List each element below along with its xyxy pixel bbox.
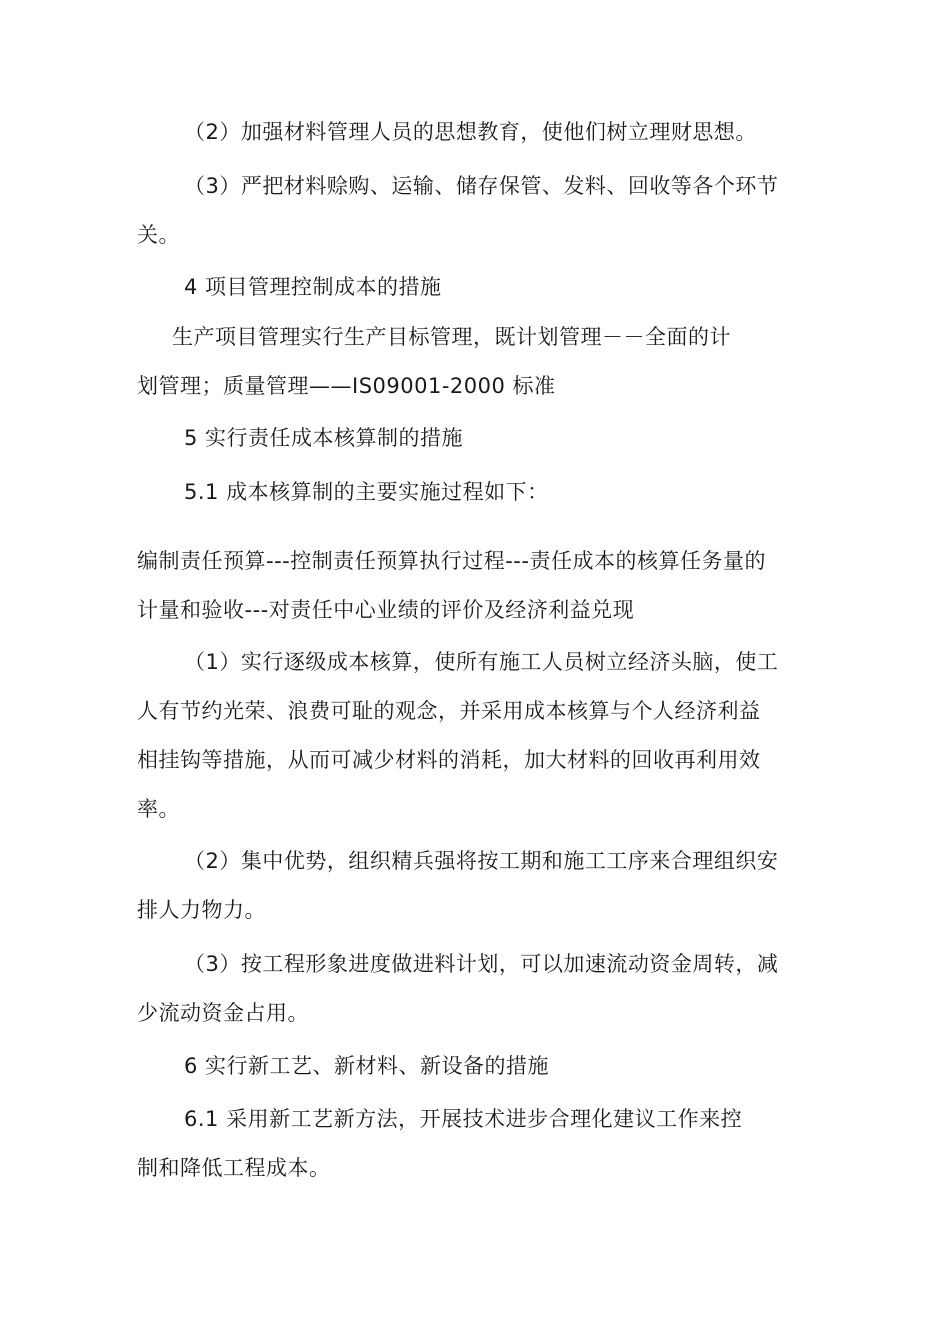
heading-section-4 <box>137 263 817 312</box>
text-line: 人有节约光荣、浪费可耻的观念，并采用成本核算与个人经济利益 <box>137 699 761 723</box>
paragraph-material-plan <box>137 940 817 1038</box>
text-line: 制和降低工程成本。 <box>137 1156 331 1180</box>
text-line: 关。 <box>137 223 180 247</box>
text-line: 相挂钩等措施，从而可减少材料的消耗，加大材料的回收再利用效 <box>137 748 761 772</box>
text-line: （3）按工程形象进度做进料计划，可以加速流动资金周转，减 <box>184 952 779 976</box>
text-line: （2）加强材料管理人员的思想教育，使他们树立理财思想。 <box>184 120 757 144</box>
text-line: （1）实行逐级成本核算，使所有施工人员树立经济头脑，使工 <box>184 650 779 674</box>
text-line: 5.1 成本核算制的主要实施过程如下： <box>184 480 549 504</box>
paragraph-material-links <box>137 162 817 260</box>
text-line: 6 实行新工艺、新材料、新设备的措施 <box>184 1054 550 1078</box>
paragraph-new-technology <box>137 1095 817 1193</box>
text-line: 5 实行责任成本核算制的措施 <box>184 426 464 450</box>
text-line: 排人力物力。 <box>137 898 266 922</box>
text-line: 4 项目管理控制成本的措施 <box>184 275 442 299</box>
text-line: 生产项目管理实行生产目标管理，既计划管理－－全面的计 <box>172 325 731 349</box>
paragraph-cost-accounting <box>137 638 817 834</box>
text-line: 少流动资金占用。 <box>137 1001 309 1025</box>
paragraph-concentrate-strength <box>137 837 817 935</box>
text-line: 划管理；质量管理——IS09001-2000 标准 <box>137 374 556 398</box>
paragraph-project-management <box>137 313 817 411</box>
text-line: 编制责任预算---控制责任预算执行过程---责任成本的核算任务量的 <box>137 549 766 573</box>
heading-section-5-1 <box>137 468 817 517</box>
text-line: （2）集中优势，组织精兵强将按工期和施工工序来合理组织安 <box>184 849 779 873</box>
heading-section-5 <box>137 414 817 463</box>
text-line: （3）严把材料赊购、运输、储存保管、发料、回收等各个环节 <box>184 174 779 198</box>
text-line: 6.1 采用新工艺新方法，开展技术进步合理化建议工作来控 <box>184 1107 743 1131</box>
paragraph-material-education <box>137 108 817 157</box>
text-line: 率。 <box>137 797 180 821</box>
heading-section-6 <box>137 1042 817 1091</box>
text-line: 计量和验收---对责任中心业绩的评价及经济利益兑现 <box>137 598 635 622</box>
paragraph-cost-process <box>137 537 817 635</box>
